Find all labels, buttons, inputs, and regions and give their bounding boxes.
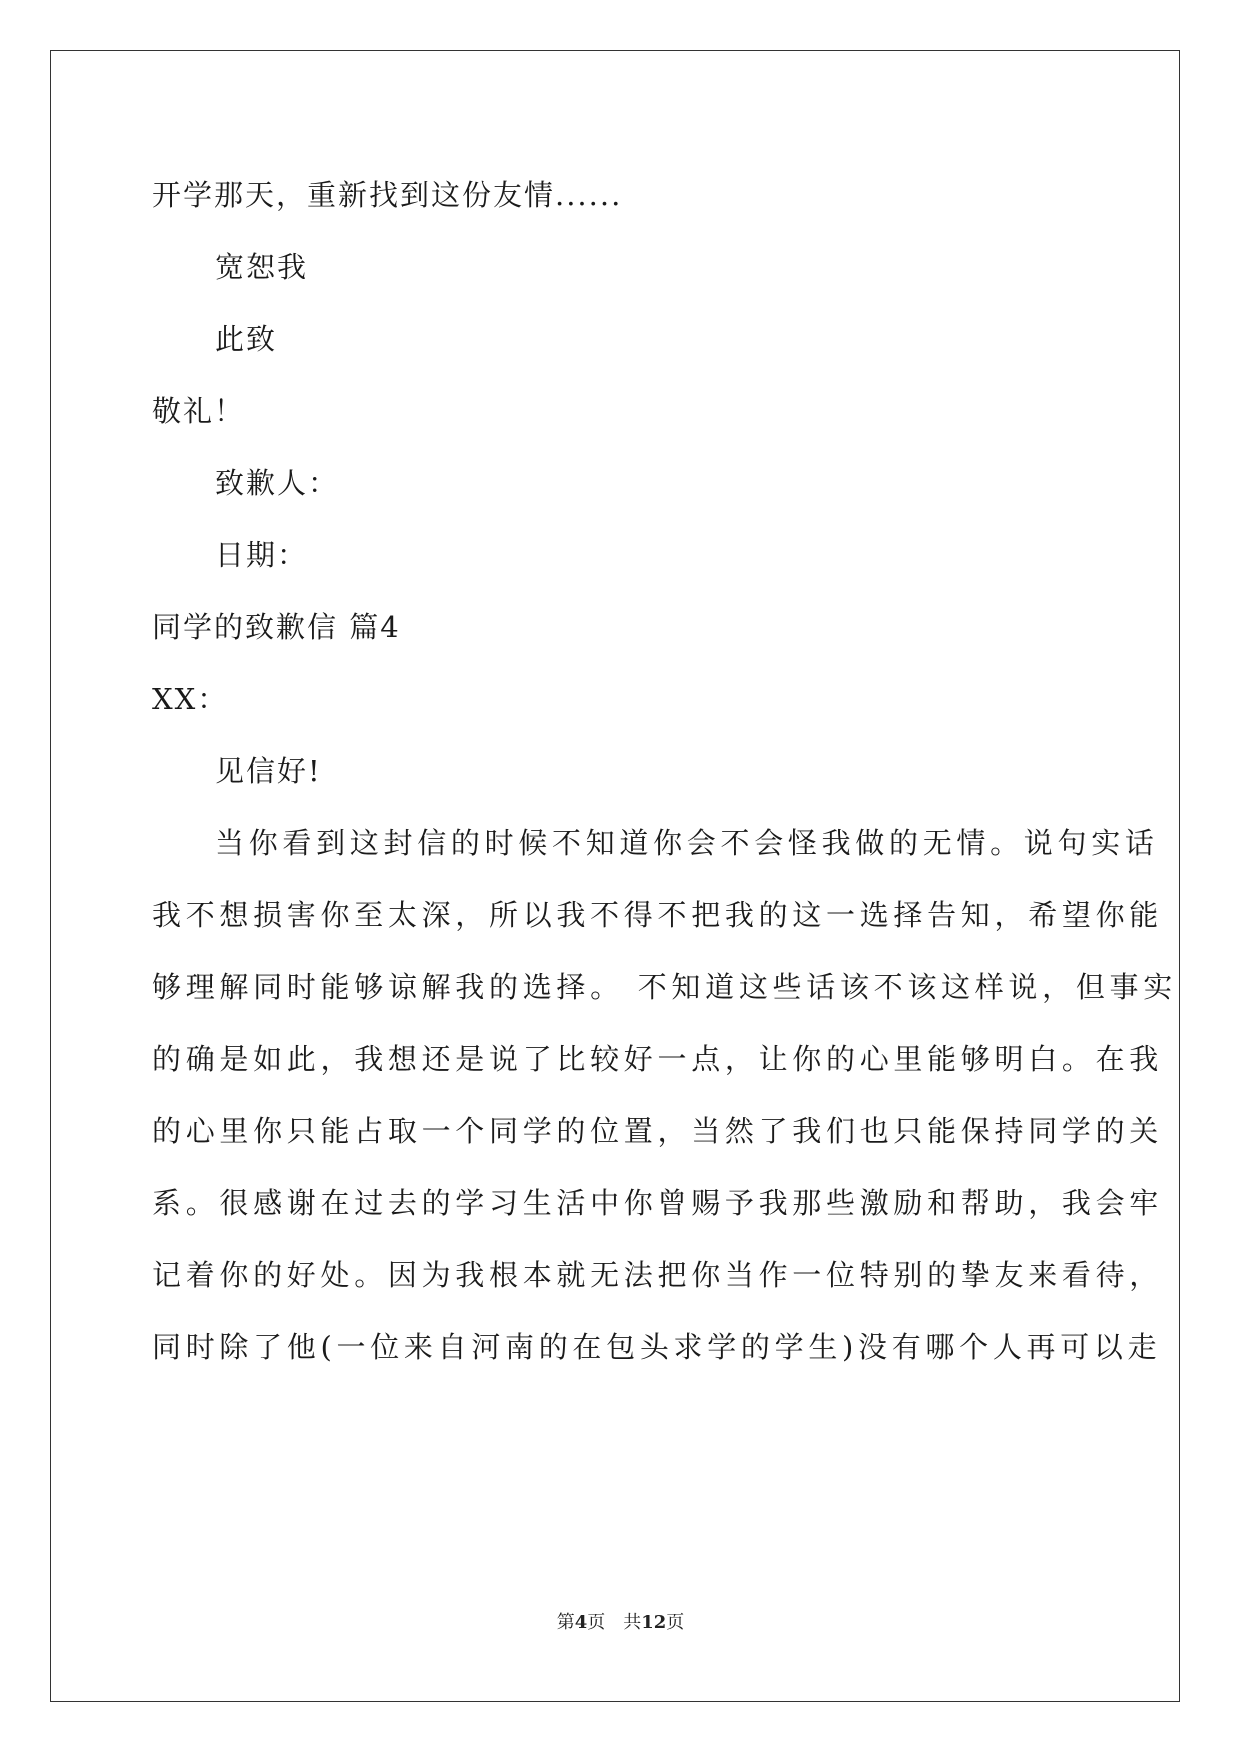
greeting: 见信好! — [215, 754, 322, 788]
text-line-4: 敬礼！ — [152, 394, 246, 428]
text-line-3: 此致 — [215, 322, 278, 356]
page-border — [50, 50, 1180, 1702]
page-prefix: 第 — [556, 1612, 575, 1633]
total-prefix: 共 — [623, 1612, 642, 1633]
paragraph-line-1: 当你看到这封信的时候不知道你会不会怪我做的无情。说句实话 — [215, 826, 1159, 860]
salutation: XX： — [152, 682, 229, 716]
text-line-6: 日期： — [215, 538, 309, 572]
page-number: 4 — [574, 1612, 588, 1633]
paragraph-line-4: 的确是如此，我想还是说了比较好一点，让你的心里能够明白。在我 — [152, 1042, 1164, 1076]
paragraph-line-5: 的心里你只能占取一个同学的位置，当然了我们也只能保持同学的关 — [152, 1114, 1164, 1148]
page-suffix: 页 — [587, 1612, 606, 1633]
section-heading: 同学的致歉信 篇4 — [152, 610, 401, 644]
page-footer — [0, 1611, 1241, 1635]
text-line-5: 致歉人： — [215, 466, 340, 500]
text-line-2: 宽恕我 — [215, 250, 309, 284]
paragraph-line-7: 记着你的好处。因为我根本就无法把你当作一位特别的挚友来看待， — [152, 1258, 1164, 1292]
total-pages: 12 — [641, 1612, 667, 1633]
paragraph-line-3: 够理解同时能够谅解我的选择。 不知道这些话该不该这样说，但事实 — [152, 970, 1177, 1004]
text-line-1: 开学那天，重新找到这份友情...... — [152, 178, 623, 212]
paragraph-line-8: 同时除了他(一位来自河南的在包头求学的学生)没有哪个人再可以走 — [152, 1330, 1162, 1364]
paragraph-line-2: 我不想损害你至太深，所以我不得不把我的这一选择告知，希望你能 — [152, 898, 1164, 932]
total-suffix: 页 — [666, 1612, 685, 1633]
paragraph-line-6: 系。很感谢在过去的学习生活中你曾赐予我那些激励和帮助，我会牢 — [152, 1186, 1164, 1220]
